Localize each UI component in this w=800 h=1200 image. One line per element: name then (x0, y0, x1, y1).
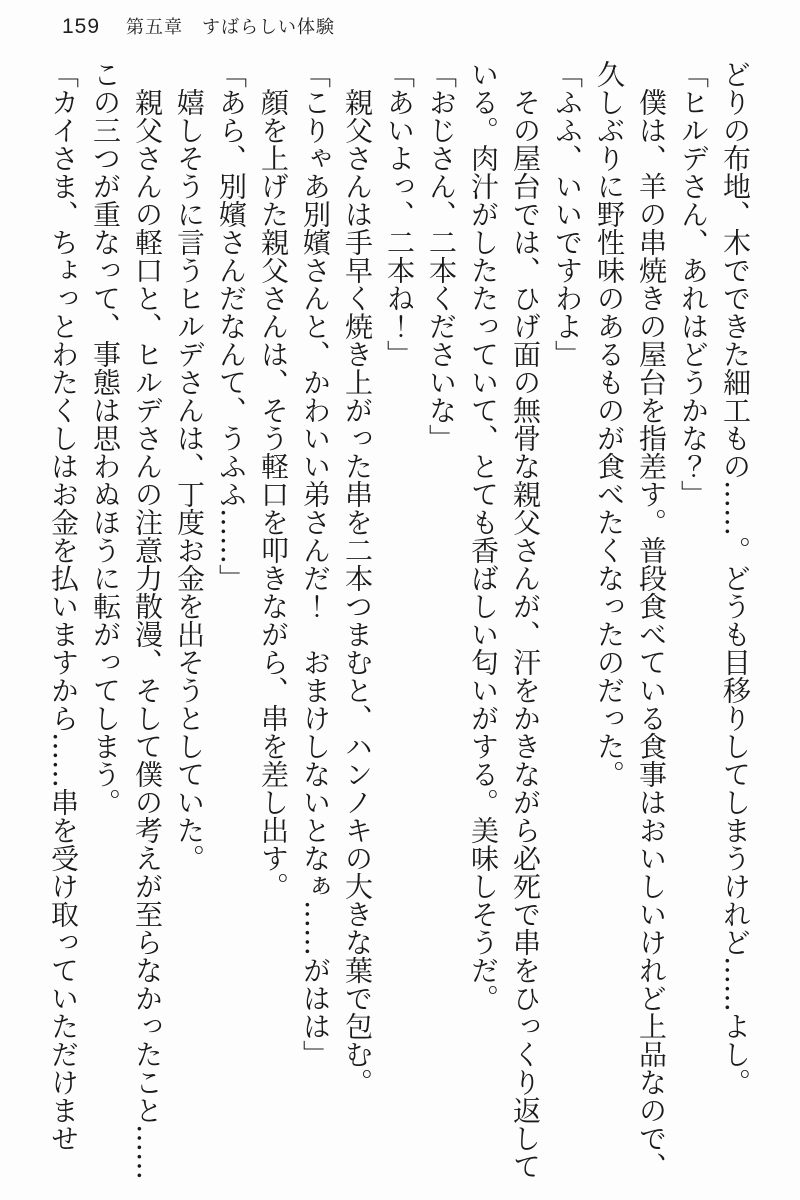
paragraph: 親父さんは手早く焼き上がった串を二本つまむと、ハンノキの大きな葉で包む。 (341, 88, 374, 1096)
paragraph: 「ふふ、いいですわよ」 (551, 60, 584, 368)
paragraph: どりの布地、木でできた細工もの……。どうも目移りしてしまうけれど……よし。 (719, 60, 752, 1096)
chapter-title: 第五章 すばらしい体験 (126, 17, 336, 37)
paragraph: 「ヒルデさん、あれはどうかな？」 (677, 60, 710, 508)
paragraph: 「おじさん、二本くださいな」 (425, 60, 458, 452)
paragraph: 親父さんの軽口と、ヒルデさんの注意力散漫、そして僕の考えが至らなかったこと……この三つが重なって、事態は思わぬほうに転がってしまう。 (89, 60, 164, 1180)
paragraph: 「カイさま、ちょっとわたくしはお金を払いますから……串を受け取っていただけませ (47, 60, 80, 1152)
body-text (42, 60, 756, 1196)
paragraph: 嬉しそうに言うヒルデさんは、丁度お金を出そうとしていた。 (173, 88, 206, 872)
paragraph: 「こりゃあ別嬪さんと、かわいい弟さんだ！ おまけしないとなぁ……がはは」 (299, 60, 332, 1068)
page-number: 159 (62, 15, 101, 38)
paragraph: 顔を上げた親父さんは、そう軽口を叩きながら、串を差し出す。 (257, 88, 290, 900)
paragraph: 僕は、羊の串焼きの屋台を指差す。普段食べている食事はおいしいけれど上品なので、久しぶりに野性味のあるものが食べたくなったのだった。 (593, 60, 668, 1180)
paragraph: 「あいよっ、二本ね！」 (383, 60, 416, 368)
paragraph: その屋台では、ひげ面の無骨な親父さんが、汗をかきながら必死で串をひっくり返している。肉汁がしたたっていて、とても香ばしい匂いがする。美味しそうだ。 (467, 60, 542, 1180)
paragraph: 「あら、別嬪さんだなんて、うふふ……」 (215, 60, 248, 592)
page-header (62, 13, 335, 39)
